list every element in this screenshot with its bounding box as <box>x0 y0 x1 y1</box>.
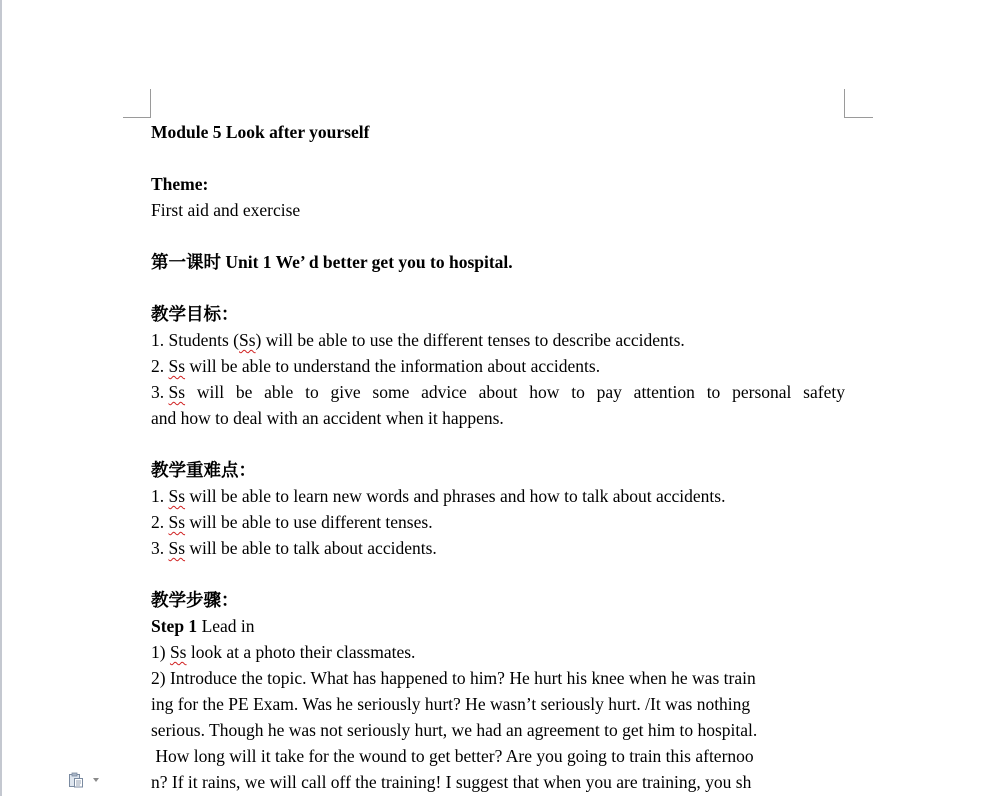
blank-line <box>151 275 845 301</box>
key-points-heading: 教学重难点： <box>151 460 256 480</box>
blank-line <box>151 145 845 171</box>
crop-mark-top-left <box>123 89 151 118</box>
spelling-flag: Ss <box>239 330 256 350</box>
word: safety <box>803 382 845 402</box>
step-title: Lead in <box>197 616 255 636</box>
paragraph-line: ing for the PE Exam. Was he seriously hurt? He wasn’t seriously hurt. /It was nothing <box>151 694 751 714</box>
theme-heading: Theme: <box>151 174 209 194</box>
document-title: Module 5 Look after yourself <box>151 122 370 142</box>
paragraph-line: serious. Though he was not seriously hurt, we had an agreement to get him to hospital. <box>151 720 758 740</box>
spelling-flag: Ss <box>169 642 187 662</box>
key-point-item: 2. Ss will be able to use different tenses. <box>151 512 433 532</box>
spelling-flag: Ss <box>168 382 186 402</box>
step-item-paragraph <box>151 665 845 795</box>
paste-options-icon[interactable] <box>68 772 84 788</box>
word: personal <box>732 382 792 402</box>
word: about <box>478 382 518 402</box>
word: advice <box>421 382 467 402</box>
spelling-flag: Ss <box>168 538 186 558</box>
key-point-item: 1. Ss will be able to learn new words and phrases and how to talk about accidents. <box>151 486 726 506</box>
step-heading <box>151 613 845 639</box>
spelling-flag: Ss <box>168 512 186 532</box>
objective-item: 1. Students (Ss) will be able to use the different tenses to describe accidents. <box>151 330 685 350</box>
blank-line <box>151 561 845 587</box>
word: give <box>330 382 361 402</box>
objectives-heading: 教学目标： <box>151 304 239 324</box>
word: will <box>196 382 225 402</box>
word: pay <box>596 382 622 402</box>
objective-item-continuation: and how to deal with an accident when it happens. <box>151 408 504 428</box>
key-point-item: 3. Ss will be able to talk about accidents. <box>151 538 437 558</box>
word: to <box>706 382 721 402</box>
word: some <box>372 382 410 402</box>
chevron-down-icon[interactable] <box>93 778 99 782</box>
theme-text: First aid and exercise <box>151 200 301 220</box>
blank-line <box>151 431 845 457</box>
word: to <box>305 382 319 402</box>
blank-line <box>151 223 845 249</box>
steps-heading: 教学步骤： <box>151 590 239 610</box>
step-item: 1) Ss look at a photo their classmates. <box>151 642 416 662</box>
window-left-edge <box>0 0 2 796</box>
spelling-flag: Ss <box>168 356 186 376</box>
word: how <box>529 382 560 402</box>
word: to <box>571 382 585 402</box>
document-body[interactable] <box>151 119 845 795</box>
paragraph-line: n? If it rains, we will call off the training! I suggest that when you are training, you sh <box>151 772 752 792</box>
crop-mark-top-right <box>844 89 873 118</box>
spelling-flag: Ss <box>168 486 186 506</box>
objective-item-justified: 3. Ss will be able to give some advice about how to pay attention to personal safety <box>151 379 845 405</box>
paragraph-line: How long will it take for the wound to get better? Are you going to train this afternoo <box>151 746 754 766</box>
objective-item: 2. Ss will be able to understand the information about accidents. <box>151 356 601 376</box>
word: able <box>264 382 294 402</box>
lesson-heading: 第一课时 Unit 1 We’ d better get you to hospital. <box>151 252 513 272</box>
step-label: Step 1 <box>151 616 198 636</box>
word: be <box>235 382 253 402</box>
word: attention <box>633 382 695 402</box>
paragraph-line: 2) Introduce the topic. What has happened to him? He hurt his knee when he was train <box>151 668 756 688</box>
